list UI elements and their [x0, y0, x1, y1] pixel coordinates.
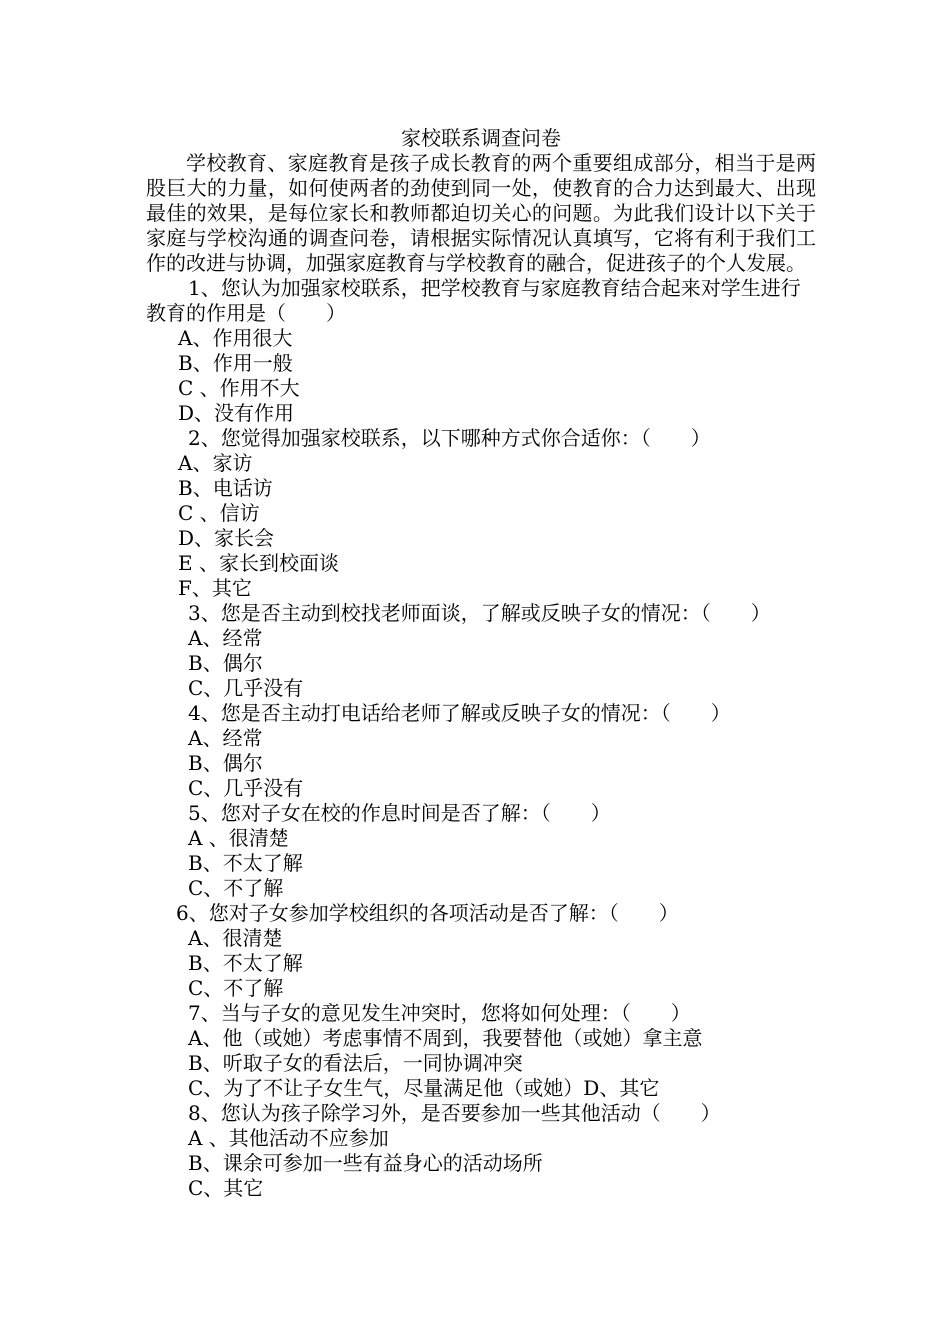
q2-option-e: E 、家长到校面谈 [178, 551, 339, 575]
q1-option-b: B、作用一般 [178, 351, 293, 375]
q7-option-c: C、为了不让子女生气，尽量满足他（或她）D、其它 [188, 1076, 660, 1100]
q2-option-d: D、家长会 [178, 526, 275, 550]
question-6: 6、您对子女参加学校组织的各项活动是否了解：（ ） [176, 901, 679, 925]
q4-option-a: A、经常 [188, 726, 263, 750]
q1-option-a: A、作用很大 [178, 326, 293, 350]
question-3: 3、您是否主动到校找老师面谈，了解或反映子女的情况：（ ） [188, 601, 771, 625]
q2-option-f: F、其它 [178, 576, 252, 600]
q8-option-b: B、课余可参加一些有益身心的活动场所 [188, 1151, 543, 1175]
q8-option-a: A 、其他活动不应参加 [188, 1126, 389, 1150]
q5-option-c: C、不了解 [188, 876, 284, 900]
document-page [146, 126, 816, 1201]
q6-option-b: B、不太了解 [188, 951, 303, 975]
question-7: 7、当与子女的意见发生冲突时，您将如何处理：（ ） [188, 1001, 691, 1025]
q7-option-a: A、他（或她）考虑事情不周到，我要替他（或她）拿主意 [188, 1026, 703, 1050]
question-8: 8、您认为孩子除学习外，是否要参加一些其他活动（ ） [188, 1101, 721, 1125]
q2-option-a: A、家访 [178, 451, 253, 475]
q4-option-b: B、偶尔 [188, 751, 263, 775]
question-1: 1、您认为加强家校联系，把学校教育与家庭教育结合起来对学生进行教育的作用是（ ） [146, 276, 801, 325]
q7-option-b: B、听取子女的看法后，一同协调冲突 [188, 1051, 523, 1075]
q6-option-c: C、不了解 [188, 976, 284, 1000]
q1-option-d: D、没有作用 [178, 401, 295, 425]
q2-option-c: C 、信访 [178, 501, 260, 525]
q8-option-c: C、其它 [188, 1176, 264, 1200]
q5-option-b: B、不太了解 [188, 851, 303, 875]
question-2: 2、您觉得加强家校联系，以下哪种方式你合适你：（ ） [188, 426, 711, 450]
q3-option-b: B、偶尔 [188, 651, 263, 675]
q5-option-a: A 、很清楚 [188, 826, 289, 850]
q6-option-a: A、很清楚 [188, 926, 283, 950]
q3-option-c: C、几乎没有 [188, 676, 304, 700]
q4-option-c: C、几乎没有 [188, 776, 304, 800]
question-4: 4、您是否主动打电话给老师了解或反映子女的情况：（ ） [188, 701, 731, 725]
question-5: 5、您对子女在校的作息时间是否了解：（ ） [188, 801, 611, 825]
q2-option-b: B、电话访 [178, 476, 273, 500]
q3-option-a: A、经常 [188, 626, 263, 650]
intro-paragraph: 学校教育、家庭教育是孩子成长教育的两个重要组成部分，相当于是两股巨大的力量，如何使两者的劲使到同一处，使教育的合力达到最大、出现最佳的效果，是每位家长和教师都迫切关心的问题。为此我们设计以下关于家庭与学校沟通的调查问卷，请根据实际情况认真填写，它将有利于我们工作的改进与协调，加强家庭教育与学校教育的融合，促进孩子的个人发展。 [146, 151, 816, 275]
q1-option-c: C 、作用不大 [178, 376, 300, 400]
document-title: 家校联系调查问卷 [401, 126, 561, 150]
